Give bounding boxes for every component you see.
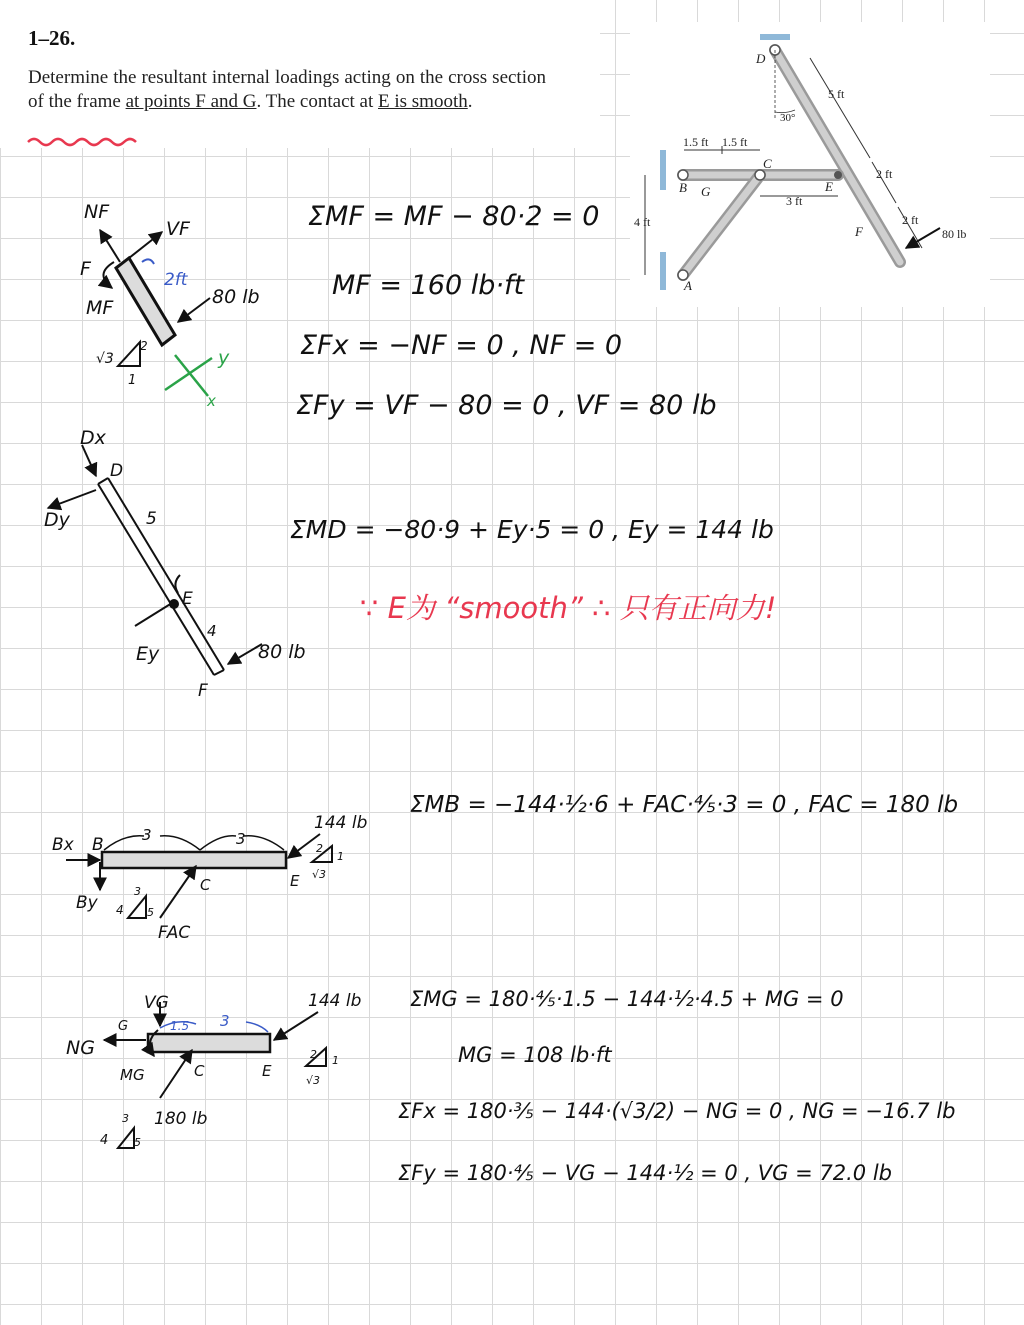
equations-df bbox=[290, 515, 776, 625]
fbd1-axis-x: x bbox=[207, 392, 216, 410]
dim-2ft-b: 2 ft bbox=[902, 213, 919, 227]
fbd4-tri-5: 5 bbox=[134, 1136, 141, 1149]
fbd3-three-2: 3 bbox=[236, 830, 246, 848]
fbd4-c: C bbox=[194, 1062, 205, 1080]
fbd3-load: 144 lb bbox=[314, 813, 368, 833]
fbd1-mf: MF bbox=[86, 297, 114, 319]
fbd4-tri-4: 4 bbox=[100, 1133, 109, 1148]
fbd-member-ge bbox=[66, 991, 361, 1149]
fbd-member-be bbox=[52, 813, 367, 943]
problem-number: 1–26. bbox=[28, 26, 76, 50]
fbd2-e: E bbox=[182, 589, 193, 609]
fbd2-dy: Dy bbox=[44, 509, 70, 531]
fbd3-b: B bbox=[92, 835, 104, 855]
fbd3-tri2-1: 1 bbox=[337, 850, 344, 863]
fbd1-tri-1: 1 bbox=[128, 373, 137, 388]
fbd-member-df bbox=[44, 427, 306, 701]
fbd4-tri2-root3: √3 bbox=[306, 1074, 321, 1087]
fbd2-load: 80 lb bbox=[258, 641, 306, 663]
problem-text-underlined-points: at points F and G bbox=[125, 91, 257, 112]
fbd3-member bbox=[102, 852, 286, 868]
fbd2-f: F bbox=[198, 681, 208, 701]
dim-3ft: 3 ft bbox=[786, 194, 803, 208]
load-arrow-80lb bbox=[906, 228, 940, 248]
fbd4-vg: VG bbox=[144, 993, 169, 1013]
fbd4-e: E bbox=[262, 1062, 272, 1080]
eq1-line3: ΣFx = −NF = 0 , NF = 0 bbox=[300, 330, 623, 361]
fbd4-tri2-1: 1 bbox=[332, 1054, 339, 1067]
eq4-line2: MG = 108 lb·ft bbox=[458, 1043, 612, 1067]
fbd4-tri-3: 3 bbox=[122, 1112, 129, 1125]
eq1-line2: MF = 160 lb·ft bbox=[332, 270, 525, 301]
dim-5ft: 5 ft bbox=[828, 87, 845, 101]
fbd3-tri-4: 4 bbox=[116, 903, 124, 917]
fbd3-c: C bbox=[200, 876, 211, 894]
label-f: F bbox=[855, 224, 863, 239]
fbd2-ey: Ey bbox=[136, 643, 160, 665]
fbd1-vf: VF bbox=[166, 218, 190, 240]
dim-4ft: 4 ft bbox=[634, 215, 651, 229]
fbd-member-f bbox=[80, 201, 260, 410]
fbd1-axis-y: y bbox=[218, 347, 230, 369]
eq2-line1: ΣMD = −80·9 + Ey·5 = 0 , Ey = 144 lb bbox=[290, 515, 774, 544]
fbd3-tri-5: 5 bbox=[147, 906, 154, 919]
eq2-note-smooth: ∵ E为 “smooth” ∴ 只有正向力! bbox=[360, 591, 777, 625]
fbd3-tri2-2: 2 bbox=[316, 842, 323, 855]
fbd4-dist-3: 3 bbox=[220, 1012, 230, 1030]
fbd1-tri-root3: √3 bbox=[96, 351, 114, 367]
fbd4-mg: MG bbox=[120, 1066, 145, 1084]
dim-1-5ft-b: 1.5 ft bbox=[722, 135, 748, 149]
support-b bbox=[660, 150, 666, 190]
eq1-line4: ΣFy = VF − 80 = 0 , VF = 80 lb bbox=[296, 390, 717, 421]
problem-text-part-1: Determine the resultant internal loadings acting on the cross section of the frame bbox=[28, 67, 546, 112]
problem-text-underlined-smooth: E is smooth bbox=[378, 91, 468, 112]
fbd4-load-144: 144 lb bbox=[308, 991, 362, 1011]
fbd3-three-1: 3 bbox=[142, 826, 152, 844]
fbd4-tri2-2: 2 bbox=[310, 1048, 317, 1061]
fbd3-fac: FAC bbox=[158, 923, 191, 943]
fbd4-dist-1-5: 1.5 bbox=[170, 1019, 190, 1033]
fbd2-four: 4 bbox=[207, 622, 217, 640]
frame-figure bbox=[634, 34, 966, 293]
fbd1-f: F bbox=[80, 258, 91, 280]
label-b: B bbox=[679, 180, 687, 195]
fbd4-g: G bbox=[118, 1019, 129, 1034]
problem-text-part-3: . bbox=[467, 91, 473, 112]
fbd2-d: D bbox=[110, 461, 124, 481]
equations-g bbox=[398, 987, 955, 1185]
fbd3-e: E bbox=[290, 872, 300, 890]
eq4-line4: ΣFy = 180·⅘ − VG − 144·½ = 0 , VG = 72.0 lb bbox=[398, 1161, 892, 1185]
fbd2-five: 5 bbox=[146, 509, 157, 529]
fbd4-member bbox=[148, 1034, 270, 1052]
label-g: G bbox=[701, 184, 711, 199]
dim-angle-30: 30° bbox=[780, 112, 796, 124]
fbd3-tri-3: 3 bbox=[134, 885, 141, 898]
fbd1-tri-2: 2 bbox=[140, 339, 148, 353]
fbd3-by: By bbox=[76, 893, 98, 913]
fbd2-dx: Dx bbox=[80, 427, 106, 449]
dim-1-5ft-a: 1.5 ft bbox=[683, 135, 709, 149]
fbd1-load: 80 lb bbox=[212, 286, 260, 308]
fbd3-bx: Bx bbox=[52, 835, 74, 855]
red-squiggle-underline bbox=[28, 139, 136, 145]
dim-2ft-a: 2 ft bbox=[876, 167, 893, 181]
fbd1-nf: NF bbox=[84, 201, 110, 223]
label-e: E bbox=[825, 179, 833, 194]
equations-f bbox=[296, 201, 717, 421]
support-top bbox=[760, 34, 790, 40]
eq3-line1: ΣMB = −144·½·6 + FAC·⅘·3 = 0 , FAC = 180 lb bbox=[410, 792, 959, 818]
load-80lb-label: 80 lb bbox=[942, 227, 967, 241]
eq4-line1: ΣMG = 180·⅘·1.5 − 144·½·4.5 + MG = 0 bbox=[410, 987, 844, 1011]
support-a bbox=[660, 252, 666, 290]
fbd3-tri2-root3: √3 bbox=[312, 868, 327, 881]
eq1-line1: ΣMF = MF − 80·2 = 0 bbox=[308, 201, 600, 232]
label-a: A bbox=[684, 278, 692, 293]
label-c: C bbox=[763, 156, 772, 171]
problem-text-part-2: . The contact at bbox=[256, 91, 378, 112]
fbd1-distance: 2ft bbox=[164, 270, 188, 290]
label-d: D bbox=[756, 51, 766, 66]
eq4-line3: ΣFx = 180·⅗ − 144·(√3/2) − NG = 0 , NG = −16.7 lb bbox=[398, 1099, 956, 1123]
fbd4-load-180: 180 lb bbox=[154, 1109, 208, 1129]
fbd4-ng: NG bbox=[66, 1037, 95, 1059]
